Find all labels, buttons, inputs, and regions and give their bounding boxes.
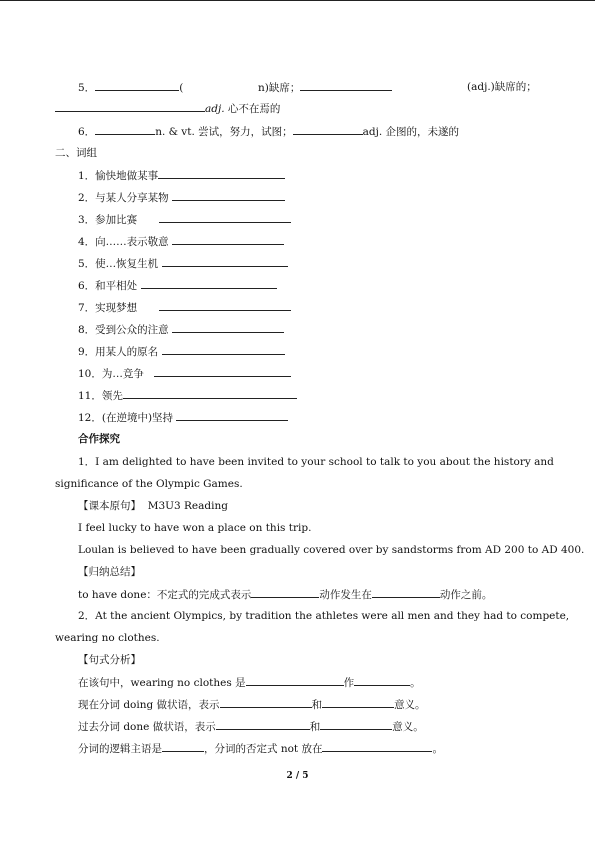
phrase-text: 12．(在逆境中)坚持 [78, 412, 174, 424]
answer-blank[interactable] [158, 168, 285, 179]
phrases-heading: 二、词组 [55, 147, 97, 159]
phrase-item [78, 344, 285, 359]
summary-text: 动作之前。 [439, 589, 493, 601]
paren: ( [179, 82, 184, 94]
answer-blank[interactable] [172, 190, 285, 201]
answer-blank[interactable] [95, 124, 155, 135]
adj-abbr: adj. [205, 103, 225, 115]
answer-blank[interactable] [322, 741, 432, 752]
vocab-item-5-line2 [55, 101, 280, 116]
phrase-item [78, 322, 284, 337]
answer-blank[interactable] [176, 410, 288, 421]
analysis-text: 意义。 [392, 721, 424, 733]
analysis-text: 现在分词 doing 做状语，表示 [78, 699, 220, 711]
phrase-item [78, 410, 288, 425]
example-1: I feel lucky to have won a place on this trip. [78, 522, 312, 534]
answer-blank[interactable] [172, 322, 284, 333]
analysis-text: 作 [343, 677, 355, 689]
summary-text: 动作发生在 [319, 589, 372, 601]
phrase-text: 7．实现梦想 [78, 302, 138, 314]
answer-blank[interactable] [354, 675, 410, 686]
phrase-text: 5．使…恢复生机 [78, 258, 159, 270]
answer-blank[interactable] [154, 366, 291, 377]
adj-meaning: adj. 企图的，未遂的 [362, 126, 460, 138]
example-2: Loulan is believed to have been gradually covered over by sandstorms from AD 200 to AD 400. [78, 544, 585, 556]
analysis-text: ，分词的否定式 not 放在 [204, 743, 323, 755]
phrase-text: 8．受到公众的注意 [78, 324, 169, 336]
analysis-text: 在该句中，wearing no clothes 是 [78, 677, 246, 689]
sentence-2-line2: wearing no clothes. [55, 632, 160, 644]
analysis-text: 和 [309, 721, 321, 733]
top-border [0, 0, 595, 1]
answer-blank[interactable] [95, 80, 179, 91]
phrase-item [78, 168, 285, 183]
phrase-item [78, 300, 291, 315]
analysis-label: 【句式分析】 [78, 654, 141, 666]
phrase-text: 11．领先 [78, 390, 123, 402]
vocab-item-5-noun [258, 80, 392, 95]
answer-blank[interactable] [123, 388, 297, 399]
analysis-text: 分词的逻辑主语是 [78, 743, 162, 755]
sentence-2-line1: 2．At the ancient Olympics, by tradition the athletes were all men and they had to compete, [78, 610, 570, 622]
phrase-text: 2．与某人分享某物 [78, 192, 169, 204]
vocab-item-6 [78, 124, 459, 139]
analysis-line-3 [78, 719, 424, 734]
answer-blank[interactable] [220, 697, 312, 708]
analysis-text: 过去分词 done 做状语，表示 [78, 721, 216, 733]
analysis-line-4 [78, 741, 443, 756]
page-number: 2 / 5 [286, 771, 309, 781]
adj-meaning-2: 心不在焉的 [224, 103, 281, 115]
source-ref: M3U3 Reading [147, 500, 228, 512]
summary-label: 【归纳总结】 [78, 566, 141, 578]
answer-blank[interactable] [246, 675, 344, 686]
analysis-text: 意义。 [394, 699, 426, 711]
phrase-text: 9．用某人的原名 [78, 346, 159, 358]
phrase-item [78, 366, 291, 381]
answer-blank[interactable] [162, 344, 285, 355]
vocab-item-5-adj [467, 80, 537, 94]
answer-blank[interactable] [300, 80, 392, 91]
answer-blank[interactable] [293, 124, 363, 135]
phrase-item [78, 388, 297, 403]
phrase-item [78, 212, 291, 227]
answer-blank[interactable] [159, 212, 291, 223]
sentence-1-line1: 1．I am delighted to have been invited to your school to talk to you about the history and [78, 456, 554, 468]
answer-blank[interactable] [322, 697, 394, 708]
answer-blank[interactable] [55, 101, 205, 112]
source-line [78, 499, 228, 513]
phrase-item [78, 234, 284, 249]
phrase-item [78, 190, 285, 205]
answer-blank[interactable] [320, 719, 392, 730]
noun-meaning: n)缺席； [258, 82, 301, 94]
answer-blank[interactable] [216, 719, 310, 730]
summary-line [78, 587, 492, 602]
analysis-text: 。 [410, 677, 421, 689]
item-number: 6． [78, 126, 96, 138]
answer-blank[interactable] [141, 278, 277, 289]
noun-verb-meaning: n. & vt. 尝试，努力，试图； [155, 126, 293, 138]
summary-text: to have done：不定式的完成式表示 [78, 589, 252, 601]
vocab-item-5-line1 [78, 80, 183, 95]
source-label: 【课本原句】 [78, 500, 141, 512]
phrase-item [78, 256, 288, 271]
answer-blank[interactable] [251, 587, 319, 598]
answer-blank[interactable] [172, 234, 284, 245]
phrase-text: 3．参加比赛 [78, 214, 138, 226]
analysis-text: 。 [432, 743, 443, 755]
adj-meaning: (adj.)缺席的； [467, 81, 537, 93]
answer-blank[interactable] [162, 741, 204, 752]
analysis-line-1 [78, 675, 421, 690]
phrase-item [78, 278, 277, 293]
phrase-text: 10．为…竞争 [78, 368, 144, 380]
analysis-text: 和 [311, 699, 323, 711]
sentence-1-line2: significance of the Olympic Games. [55, 478, 243, 490]
item-number: 5． [78, 82, 96, 94]
analysis-line-2 [78, 697, 426, 712]
answer-blank[interactable] [372, 587, 440, 598]
phrase-text: 4．向……表示敬意 [78, 236, 169, 248]
answer-blank[interactable] [162, 256, 288, 267]
explore-heading: 合作探究 [78, 433, 120, 445]
answer-blank[interactable] [159, 300, 291, 311]
phrase-text: 6．和平相处 [78, 280, 138, 292]
phrase-text: 1．愉快地做某事 [78, 170, 159, 182]
